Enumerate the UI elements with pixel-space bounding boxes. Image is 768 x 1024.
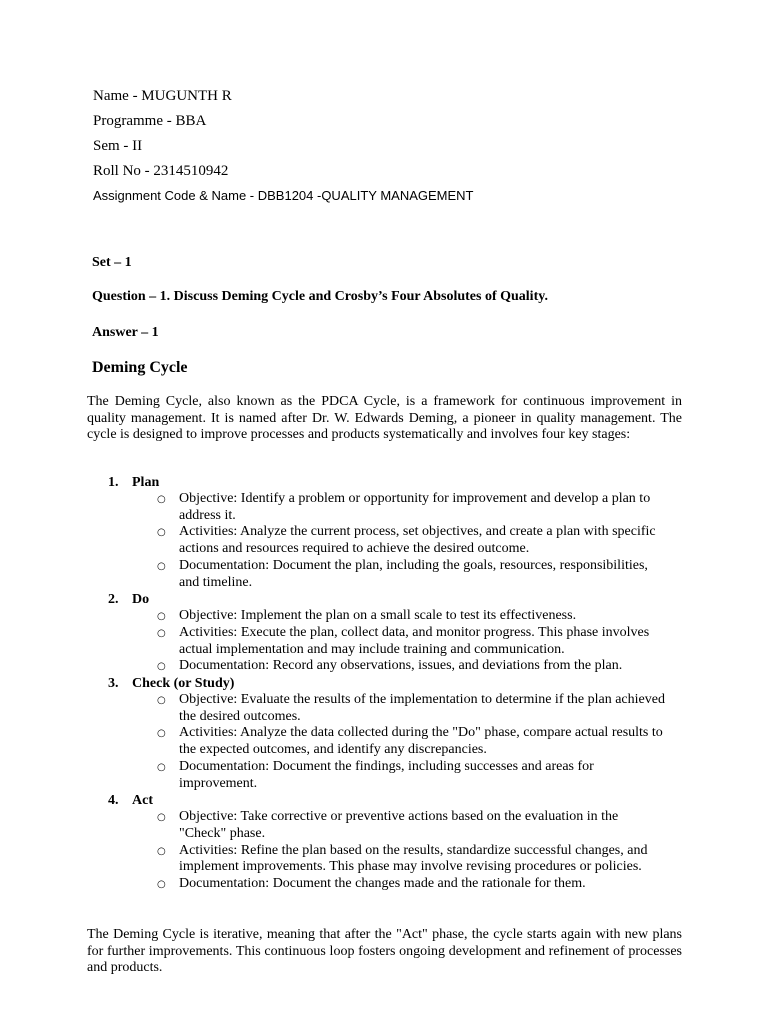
step-bullets bbox=[87, 491, 682, 591]
circle-bullet-icon: ○ bbox=[157, 812, 166, 824]
circle-bullet-icon: ○ bbox=[157, 560, 166, 572]
bullet-text: Activities: Refine the plan based on the results, standardize successful changes, and implement improvements. This phase may involve revising procedures or policies. bbox=[179, 842, 648, 875]
bullet-text: Objective: Implement the plan on a small scale to test its effectiveness. bbox=[179, 608, 577, 624]
answer-heading: Answer – 1 bbox=[92, 325, 159, 340]
list-item bbox=[87, 725, 668, 758]
circle-bullet-icon: ○ bbox=[157, 728, 166, 740]
bullet-text: Objective: Evaluate the results of the implementation to determine if the plan achieved the desired outcomes. bbox=[179, 692, 665, 724]
list-item bbox=[87, 608, 668, 625]
step-number: 4. bbox=[108, 793, 119, 809]
circle-bullet-icon: ○ bbox=[157, 845, 166, 857]
bullet-text: Objective: Take corrective or preventive actions based on the evaluation in the "Check" phase. bbox=[179, 809, 619, 841]
question-heading: Question – 1. Discuss Deming Cycle and Crosby’s Four Absolutes of Quality. bbox=[92, 289, 548, 304]
list-item bbox=[87, 625, 668, 658]
circle-bullet-icon: ○ bbox=[157, 611, 166, 623]
step-label: Do bbox=[132, 592, 150, 608]
step-label: Plan bbox=[132, 475, 160, 490]
step-bullets bbox=[87, 809, 682, 893]
list-item bbox=[87, 809, 668, 842]
step-label: Act bbox=[132, 793, 153, 809]
circle-bullet-icon: ○ bbox=[157, 879, 166, 891]
step-title bbox=[87, 591, 682, 608]
step-title bbox=[87, 474, 682, 491]
step-number: 3. bbox=[108, 676, 119, 692]
step-title bbox=[87, 792, 682, 809]
bullet-text: Activities: Execute the plan, collect data, and monitor progress. This phase involves actual implementation and may include training and communication. bbox=[179, 624, 650, 657]
bullet-text: Documentation: Document the plan, including the goals, resources, responsibilities, and timeline. bbox=[179, 557, 648, 590]
circle-bullet-icon: ○ bbox=[157, 494, 166, 505]
bullet-text: Documentation: Document the changes made and the rationale for them. bbox=[179, 876, 586, 892]
roll-number: Roll No - 2314510942 bbox=[93, 163, 229, 179]
step-bullets bbox=[87, 692, 682, 792]
assignment-code: Assignment Code & Name - DBB1204 -QUALITY MANAGEMENT bbox=[93, 188, 474, 203]
circle-bullet-icon: ○ bbox=[157, 761, 166, 773]
student-info-header bbox=[93, 86, 474, 211]
bullet-text: Objective: Identify a problem or opportunity for improvement and develop a plan to address it. bbox=[179, 491, 651, 523]
set-heading: Set – 1 bbox=[92, 255, 132, 270]
list-item bbox=[87, 658, 668, 675]
bullet-text: Activities: Analyze the data collected during the "Do" phase, compare actual results to the expected outcomes, and identify any discrepancies. bbox=[179, 725, 663, 758]
student-name: Name - MUGUNTH R bbox=[93, 88, 232, 104]
semester: Sem - II bbox=[93, 138, 143, 154]
intro-paragraph: The Deming Cycle, also known as the PDCA Cycle, is a framework for continuous improvement in quality management. It is named after Dr. W. Edwards Deming, a pioneer in quality management. The cycle is designed to improve processes and products systematically and involves four key stages: bbox=[87, 394, 682, 443]
circle-bullet-icon: ○ bbox=[157, 627, 166, 639]
step-number: 2. bbox=[108, 592, 119, 608]
pdca-steps-list bbox=[87, 474, 682, 893]
list-item bbox=[87, 876, 668, 893]
list-item bbox=[87, 843, 668, 876]
list-item bbox=[87, 558, 668, 591]
closing-paragraph: The Deming Cycle is iterative, meaning that after the "Act" phase, the cycle starts again with new plans for further improvements. This continuous loop fosters ongoing development and refinement of processes and products. bbox=[87, 927, 682, 976]
step-title bbox=[87, 675, 682, 692]
bullet-text: Documentation: Record any observations, issues, and deviations from the plan. bbox=[179, 658, 623, 674]
step-bullets bbox=[87, 608, 682, 675]
list-item bbox=[87, 692, 668, 725]
section-title: Deming Cycle bbox=[92, 359, 188, 376]
list-item bbox=[87, 759, 668, 792]
list-item bbox=[87, 524, 668, 557]
step-number: 1. bbox=[108, 475, 119, 490]
bullet-text: Documentation: Document the findings, including successes and areas for improvement. bbox=[179, 758, 594, 791]
list-item bbox=[87, 491, 668, 524]
circle-bullet-icon: ○ bbox=[157, 661, 166, 673]
step-label: Check (or Study) bbox=[132, 676, 235, 692]
programme: Programme - BBA bbox=[93, 113, 207, 129]
bullet-text: Activities: Analyze the current process, set objectives, and create a plan with specific actions and resources required to achieve the desired outcome. bbox=[179, 524, 656, 557]
circle-bullet-icon: ○ bbox=[157, 695, 166, 707]
circle-bullet-icon: ○ bbox=[157, 527, 166, 539]
